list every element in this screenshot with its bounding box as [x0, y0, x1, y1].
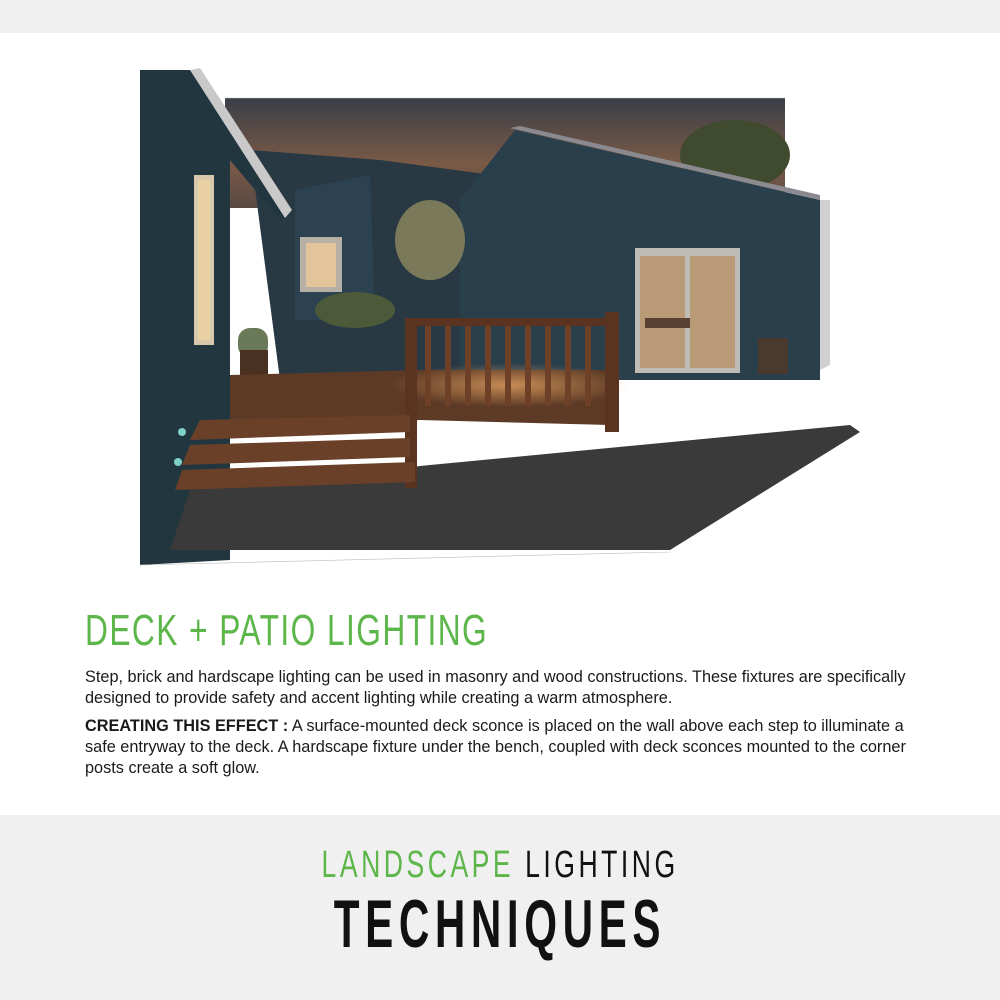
effect-label: CREATING THIS EFFECT :: [85, 717, 289, 735]
top-band: [0, 0, 1000, 33]
railing-balusters: [425, 326, 591, 406]
footer-word-landscape: LANDSCAPE: [321, 844, 515, 886]
window: [306, 243, 336, 287]
step-sconce: [174, 458, 182, 466]
steps: [175, 415, 415, 490]
footer-word-lighting: LIGHTING: [524, 844, 679, 886]
effect-text: A surface-mounted deck sconce is placed on the wall above each step to illuminate a safe entryway to the deck. A hardscape fixture under the bench, coupled with deck sconces mounted to the corner posts create a soft glow.: [85, 717, 906, 777]
cactus-planter: [758, 338, 788, 374]
footer-line-2: [0, 887, 1000, 961]
step-sconce: [178, 428, 186, 436]
section-description: Step, brick and hardscape lighting can be used in masonry and wood constructions. These fixtures are specifically designed to provide safety and accent lighting while creating a warm atmosphere.: [85, 668, 906, 707]
footer-word-techniques: TECHNIQUES: [333, 886, 667, 962]
footer-line-1: [0, 843, 1000, 887]
effect-paragraph: [85, 716, 935, 779]
footer-band: [0, 815, 1000, 1000]
dining-table: [645, 318, 690, 328]
section-title: DECK + PATIO LIGHTING: [85, 606, 489, 655]
side-window: [198, 180, 210, 340]
deck-patio-illustration: [130, 60, 870, 575]
